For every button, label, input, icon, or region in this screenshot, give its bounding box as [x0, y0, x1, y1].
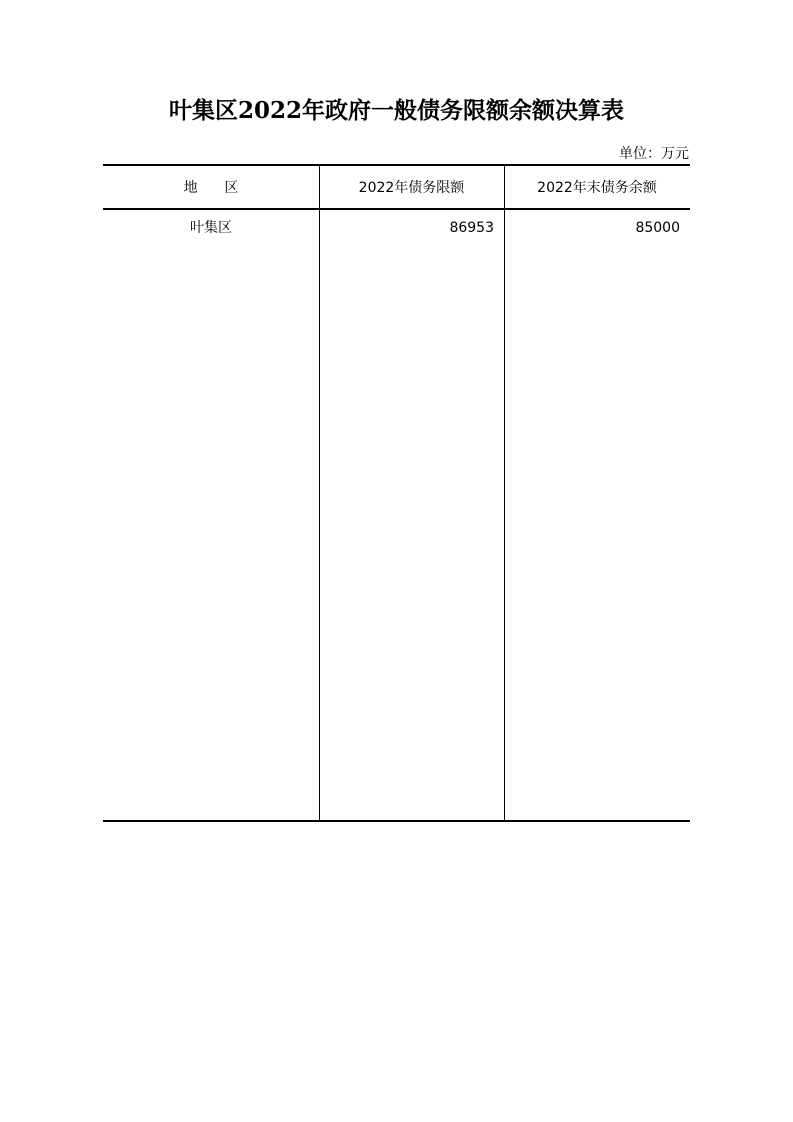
document-title: 叶集区2022年政府一般债务限额余额决算表: [168, 97, 624, 124]
cell-region: 叶集区: [190, 220, 232, 236]
cell-debt-balance: 85000: [635, 220, 680, 236]
header-region: 地 区: [183, 180, 239, 196]
table-header-row: [103, 166, 690, 210]
unit-label: 单位：万元: [619, 146, 689, 162]
header-debt-limit: 2022年债务限额: [358, 180, 465, 196]
column-divider-2: [504, 166, 505, 820]
header-debt-balance: 2022年末债务余额: [537, 180, 657, 196]
column-divider-1: [319, 166, 320, 820]
cell-debt-limit: 86953: [449, 220, 494, 236]
debt-table: [103, 164, 690, 822]
